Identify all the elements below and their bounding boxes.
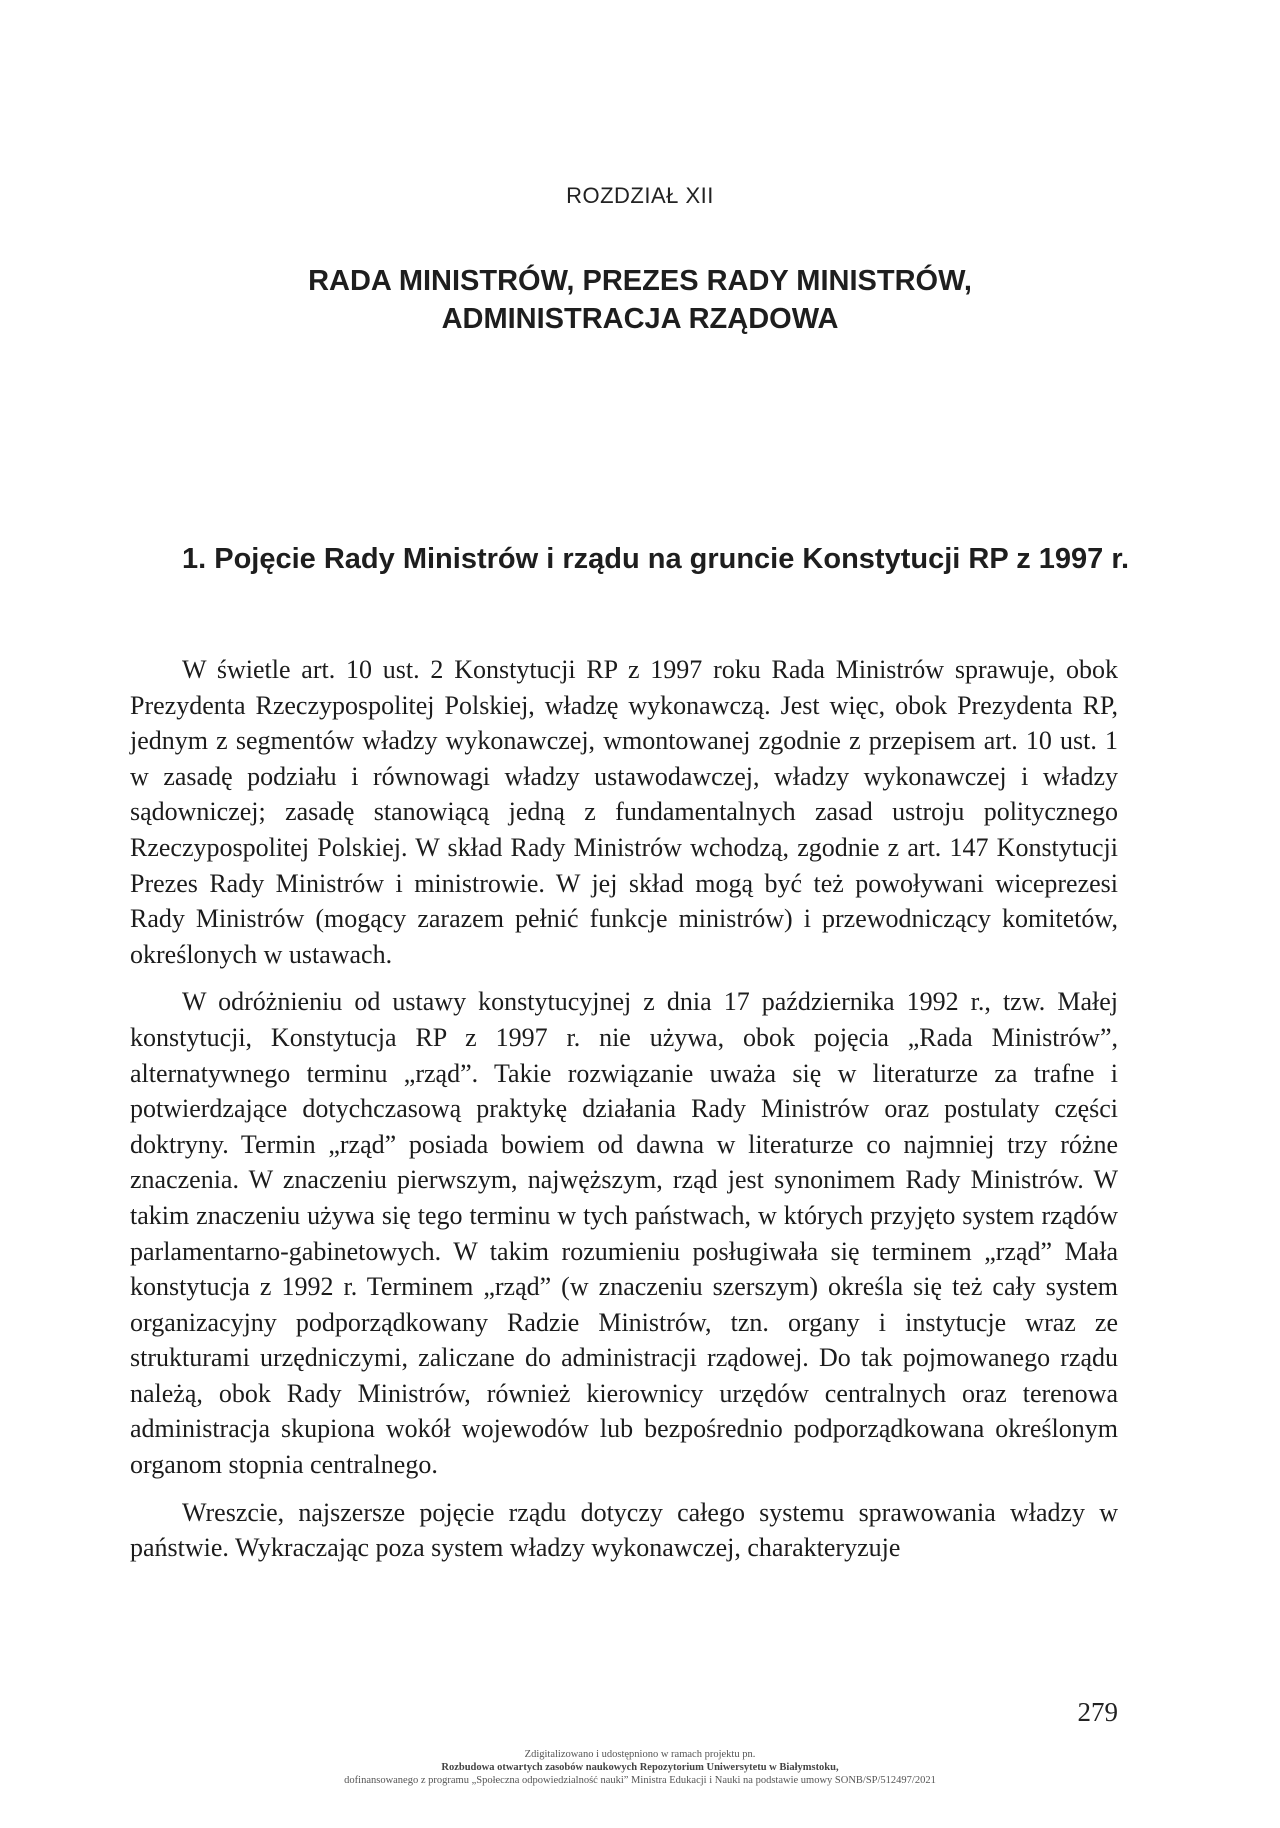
chapter-title [0,262,1280,338]
body-text [130,652,1118,1578]
chapter-label: ROZDZIAŁ XII [566,183,714,208]
chapter-title-line-1: RADA MINISTRÓW, PREZES RADY MINISTRÓW, [308,265,972,297]
footer-line-3: dofinansowanego z programu „Społeczna odpowiedzialność nauki” Ministra Edukacji i Nauki na podstawie umowy SONB/SP/512497/2021 [344,1775,936,1786]
paragraph-2: W odróżnieniu od ustawy konstytucyjnej z dnia 17 października 1992 r., tzw. Małej konstytucji, Konstytucja RP z 1997 r. nie używa, obok pojęcia „Rada Ministrów”, alternatywnego terminu „rząd”. Takie rozwiązanie uważa się w literaturze za trafne i potwierdzające dotychczasową praktykę działania Rady Ministrów oraz postulaty części doktryny. Termin „rząd” posiada bowiem od dawna w literaturze co najmniej trzy różne znaczenia. W znaczeniu pierwszym, najwęższym, rząd jest synonimem Rady Ministrów. W takim znaczeniu używa się tego terminu w tych państwach, w których przyjęto system rządów parlamentarno-gabinetowych. W takim rozumieniu posługiwała się terminem „rząd” Mała konstytucja z 1992 r. Terminem „rząd” (w znaczeniu szerszym) określa się też cały system organizacyjny podporządkowany Radzie Ministrów, tzn. organy i instytucje wraz ze strukturami urzędniczymi, zaliczane do administracji rządowej. Do tak pojmowanego rządu należą, obok Rady Ministrów, również kierownicy urzędów centralnych oraz terenowa administracja skupiona wokół wojewodów lub bezpośrednio podporządkowana określonym organom stopnia centralnego. [130,987,1118,1480]
footer-line-1: Zdigitalizowano i udostępniono w ramach projektu pn. [524,1749,756,1760]
chapter-title-line-2: ADMINISTRACJA RZĄDOWA [441,303,839,335]
page-number: 279 [1077,1697,1118,1727]
section-heading: 1. Pojęcie Rady Ministrów i rządu na gruncie Konstytucji RP z 1997 r. [182,543,1130,575]
footer-line-2: Rozbudowa otwartych zasobów naukowych Repozytorium Uniwersytetu w Białymstoku, [441,1762,839,1773]
paragraph-3: Wreszcie, najszersze pojęcie rządu dotyczy całego systemu sprawowania władzy w państwie. Wykraczając poza system władzy wykonawczej, charakteryzuje [130,1497,1118,1563]
paragraph-1: W świetle art. 10 ust. 2 Konstytucji RP z 1997 roku Rada Ministrów sprawuje, obok Prezydenta Rzeczypospolitej Polskiej, władzę wykonawczą. Jest więc, obok Prezydenta RP, jednym z segmentów władzy wykonawczej, wmontowanej zgodnie z przepisem art. 10 ust. 1 w zasadę podziału i równowagi władzy ustawodawczej, władzy wykonawczej i władzy sądowniczej; zasadę stanowiącą jedną z fundamentalnych zasad ustroju politycznego Rzeczypospolitej Polskiej. W skład Rady Ministrów wchodzą, zgodnie z art. 147 Konstytucji Prezes Rady Ministrów i ministrowie. W jej skład mogą być też powoływani wiceprezesi Rady Ministrów (mogący zarazem pełnić funkcje ministrów) i przewodniczący komitetów, określonych w ustawach. [130,655,1118,969]
digitization-footer [0,1748,1280,1787]
